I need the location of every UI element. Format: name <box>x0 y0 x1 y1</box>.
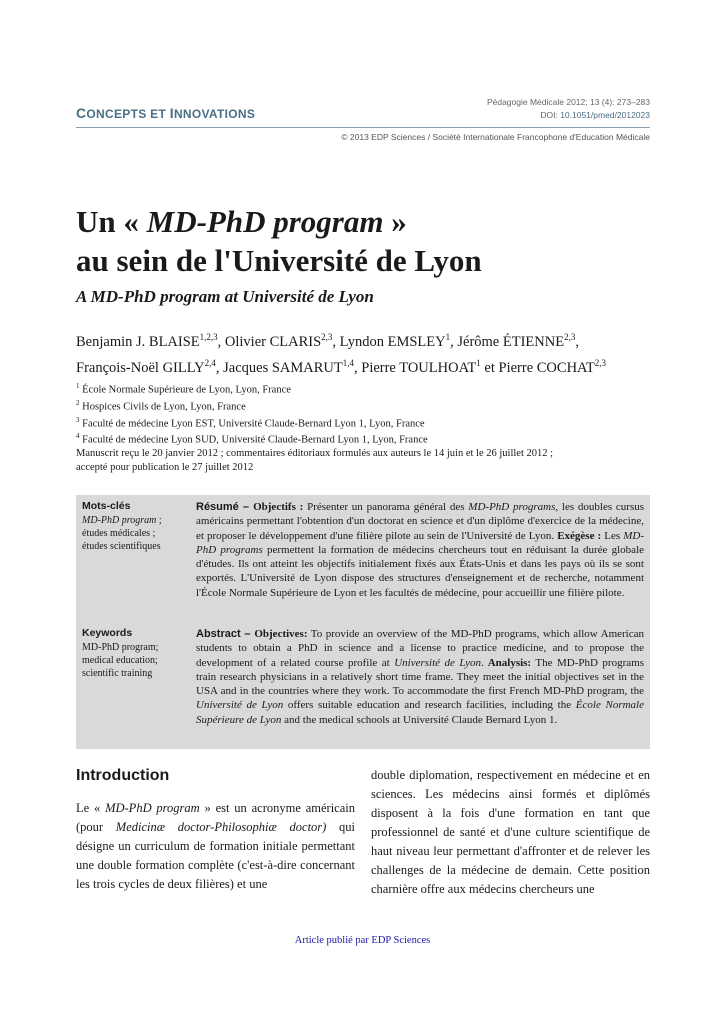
article-title: Un « MD-PhD program » au sein de l'Université de Lyon <box>76 204 482 278</box>
author-list: Benjamin J. BLAISE$^{1,2,3}$, Olivier CLARIS$^{2,3}$, Lyndon EMSLEY$^1$, Jérôme ÉTIENNE$^{2,3}$, François-Noël GILLY$^{2,4}$, Jacques SAMARUT$^{1,4}$, Pierre TOULHOAT$^1$ et Pierre COCHAT$^{2,3}$ <box>76 332 607 376</box>
article-subtitle: A MD-PhD program at Université de Lyon <box>76 287 374 306</box>
doi-link[interactable]: 10.1051/pmed/2012023 <box>560 110 650 120</box>
abstract-box <box>76 495 650 749</box>
affiliations <box>76 380 650 447</box>
journal-citation: Pédagogie Médicale 2012; 13 (4): 273–283 <box>486 97 650 107</box>
introduction-paragraph: Le « MD-PhD program » est un acronyme américain (pour Medicinæ doctor-Philosophiæ doctor) qui désigne un curriculum de formation initiale permettant une double formation complète (c'est-à-dire concernant les trois cycles de deux filières) et une <box>76 801 355 891</box>
header-divider <box>76 127 650 128</box>
introduction-paragraph-continued: double diplomation, respectivement en médecine et en sciences. Les médecins ainsi formés et diplômés disposent à la fois d'une formation en tant que professionnel de santé et d'une culture scientifique de haut niveau leur permettant d'affronter et de relever les challenges de la médecine de demain. Cette position charnière offre aux médecins chercheurs une <box>371 768 650 896</box>
affiliation-item: $^2$ Hospices Civils de Lyon, Lyon, France <box>76 398 246 413</box>
body-column-right <box>371 766 650 899</box>
keywords-fr-title: Mots-clés <box>82 500 131 512</box>
copyright: © 2013 EDP Sciences / Société Internationale Francophone d'Education Médicale <box>341 132 650 142</box>
page-header <box>76 96 650 126</box>
doi: DOI: 10.1051/pmed/2012023 <box>540 110 650 120</box>
affiliation-item: $^4$ Faculté de médecine Lyon SUD, Université Claude-Bernard Lyon 1, Lyon, France <box>76 432 428 446</box>
manuscript-dates: Manuscrit reçu le 20 janvier 2012 ; commentaires éditoriaux formulés aux auteurs le 14 juin et le 26 juillet 2012 ; accepté pour publication le 27 juillet 2012 <box>76 448 554 473</box>
affiliation-item: $^1$ École Normale Supérieure de Lyon, Lyon, France <box>76 382 291 396</box>
journal-info <box>487 96 650 122</box>
resume-fr: Résumé – Objectifs : Présenter un panorama général des MD-PhD programs, les doubles cursus américains permettant l'obtention d'un doctorat en science et d'un diplôme d'exercice de la médecine, et proposer le développement d'une filière pilote au sein de l'Université de Lyon. Exégèse : Les MD-PhD programs permettent la formation de médecins chercheurs tout en réduisant la durée globale d'études. Ils ont atteint les objectifs initialement fixés aux États-Unis et dans les pays où ils se sont exportés. L'Université de Lyon dispose des structures d'enseignement et de recherche, notamment l'École Normale Supérieure de Lyon et les facultés de médecine, pour accueillir une filière pilote. <box>196 501 645 599</box>
body-column-left <box>76 765 355 894</box>
introduction-heading: Introduction <box>76 767 170 784</box>
keywords-en: Keywords MD-PhD program; medical education; scientific training <box>82 627 182 680</box>
affiliation-item: $^3$ Faculté de médecine Lyon EST, Université Claude-Bernard Lyon 1, Lyon, France <box>76 415 425 430</box>
abstract-en: Abstract – Objectives: To provide an overview of the MD-PhD programs, which allow American students to obtain a PhD in science and a license to practice medicine, and to propose the development of a related course profile at Université de Lyon. Analysis: The MD-PhD programs train research physicians in a relatively short time frame. They meet the initial objectives set in the USA and in the countries where they work. To accommodate the first French MD-PhD program, the Université de Lyon offers suitable education and research facilities, including the École Normale Supérieure de Lyon and the medical schools at Université Claude Bernard Lyon 1. <box>196 628 644 726</box>
keywords-fr: Mots-clés MD-PhD program ; études médicales ; études scientifiques <box>82 500 182 553</box>
keywords-en-title: Keywords <box>82 627 133 639</box>
publisher-footer-link[interactable]: Article publié par EDP Sciences <box>294 935 431 946</box>
section-label: CONCEPTS ET INNOVATIONS <box>76 105 256 121</box>
